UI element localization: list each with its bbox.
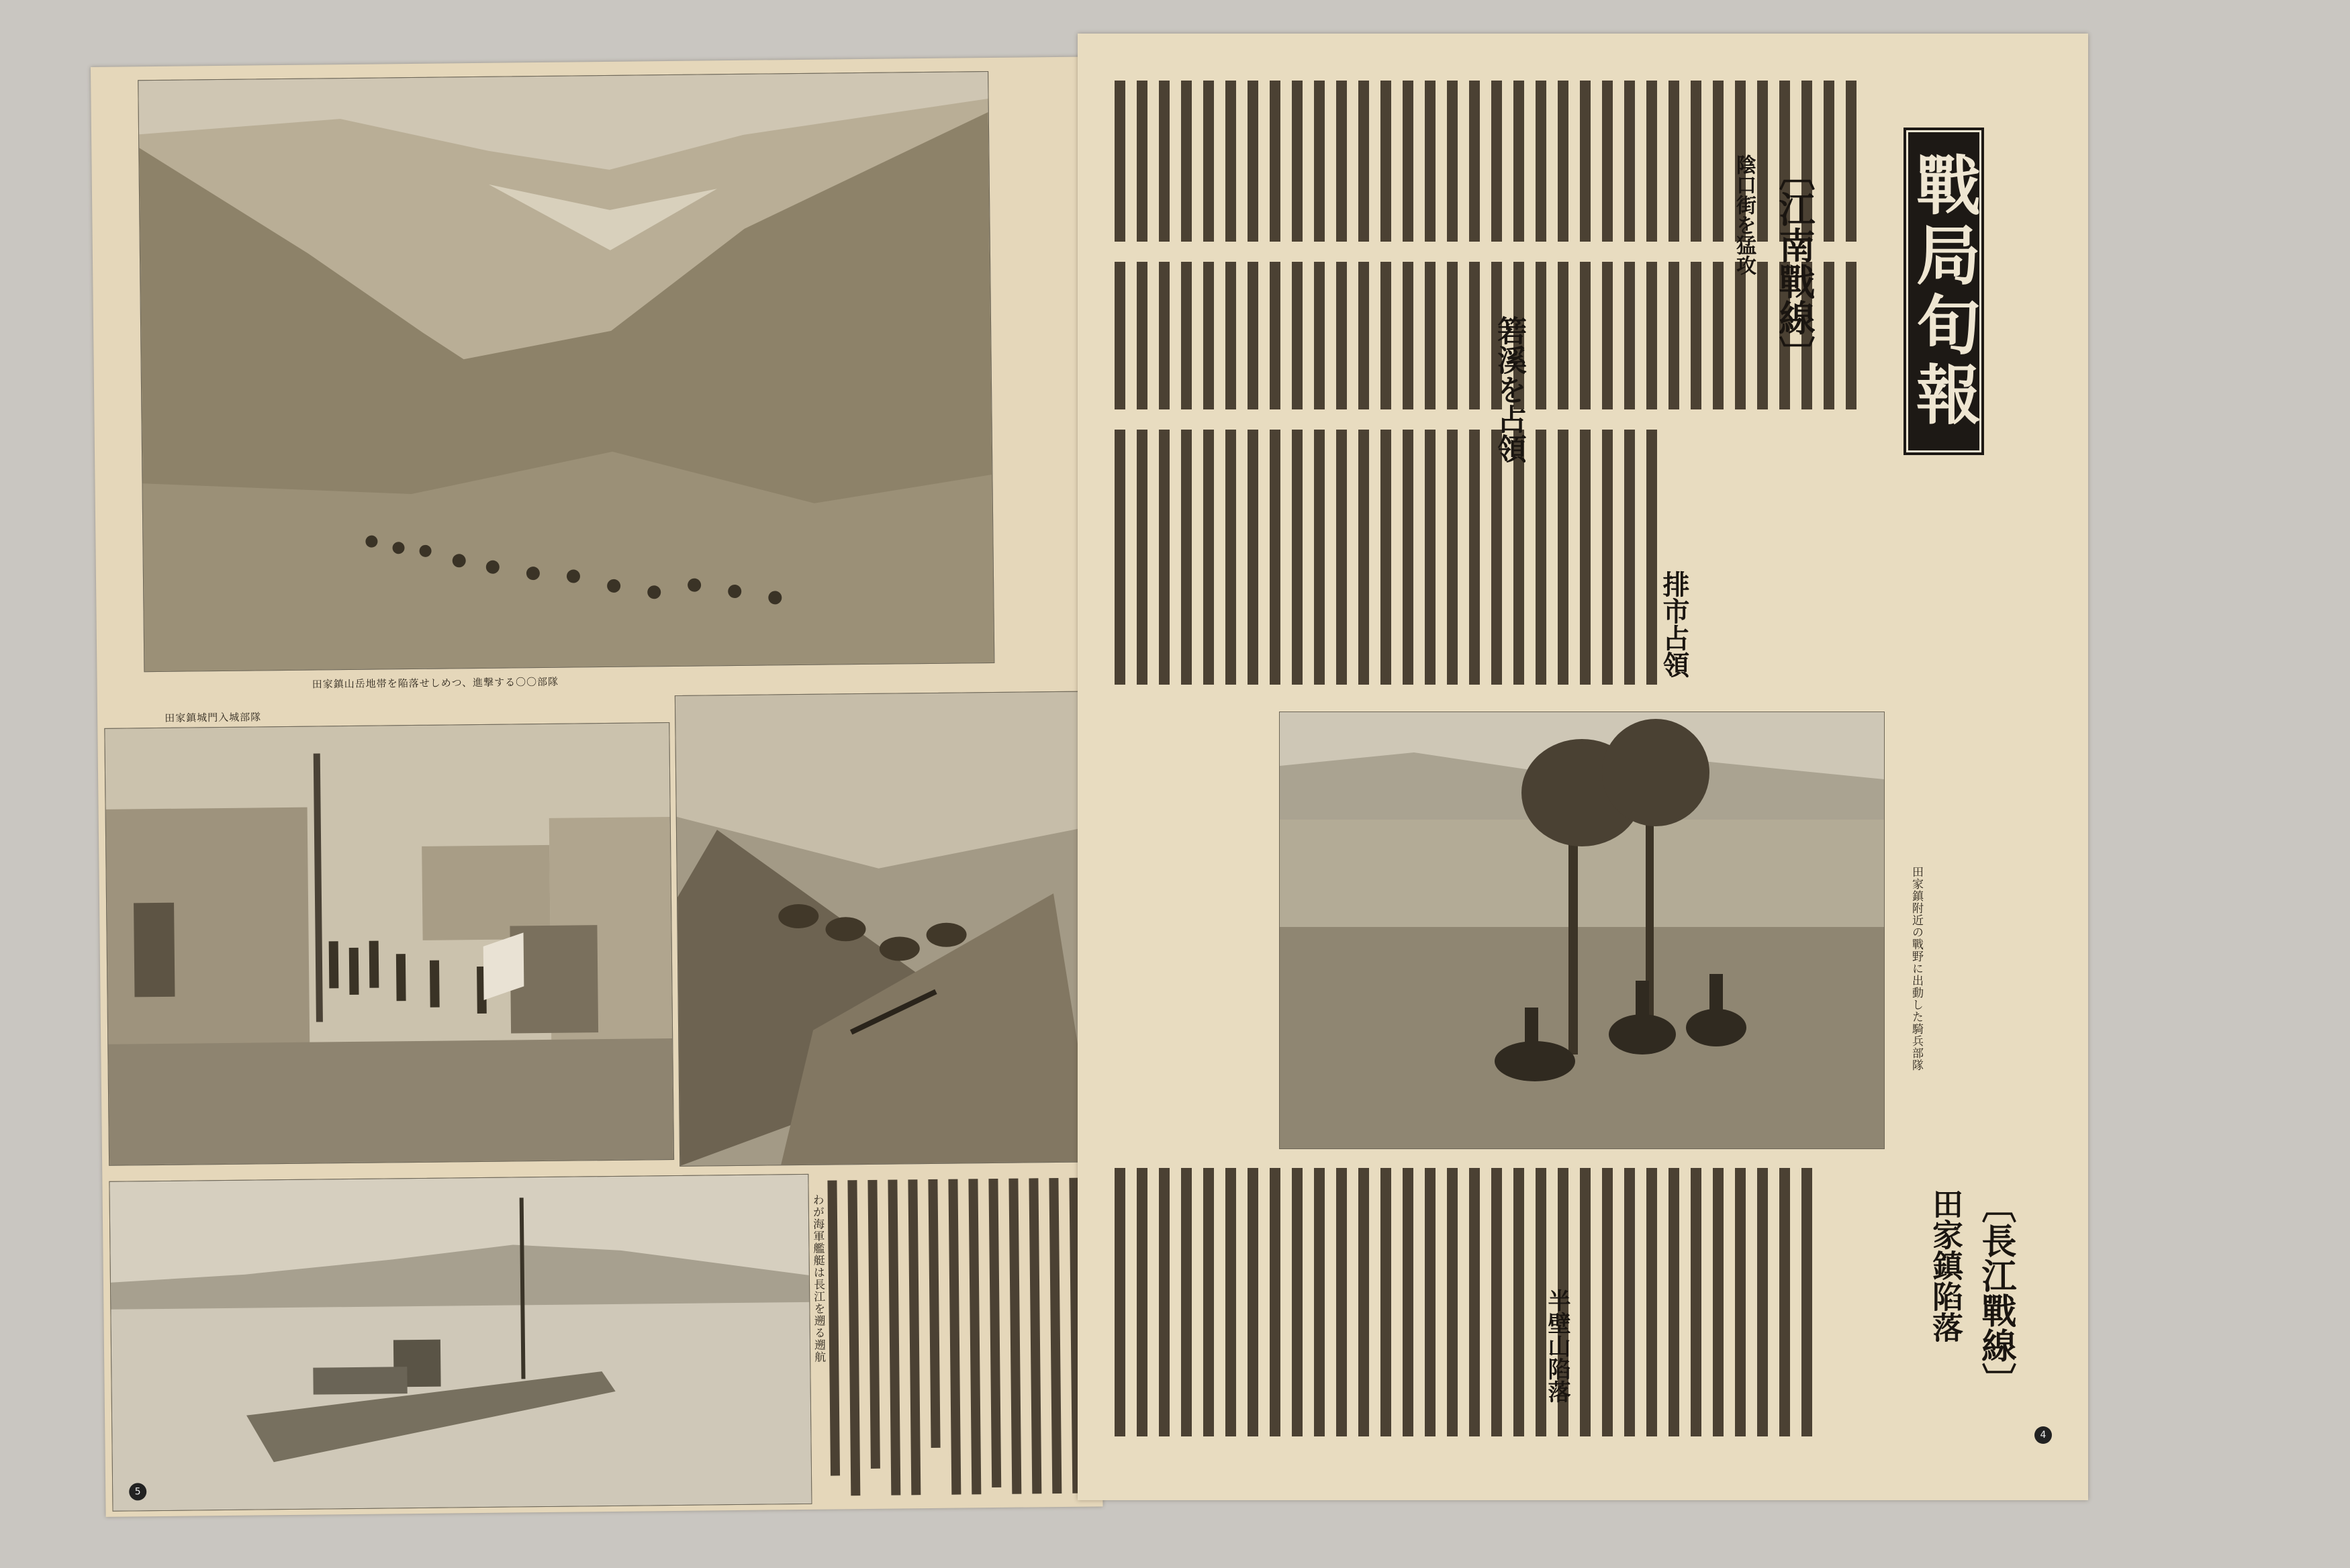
subhead-paishi: 排市占領 [1658, 571, 1690, 678]
mountain-photo-caption: 田家鎮山岳地帯を陥落せしめつ、進撃する〇〇部隊 [312, 675, 559, 691]
left-page-body-text [820, 1171, 1092, 1503]
mountain-troops-photo [138, 71, 994, 672]
jiangnan-section-title: 〔江南戰線〕 [1773, 154, 1816, 372]
changjiang-body-text [1111, 1161, 1910, 1443]
bush-rest-photo [675, 691, 1097, 1166]
village-photo-caption: 田家鎮城門入城部隊 [164, 711, 262, 724]
boat-photo-caption: わが海軍艦艇は長江を遡る遡航 [810, 1193, 826, 1363]
horse-photo-caption: 田家鎮附近の戰野に出動した騎兵部隊 [1910, 866, 1923, 1071]
right-page-number: 4 [2034, 1426, 2052, 1444]
gunboat-river-photo [109, 1174, 812, 1512]
subhead-yinkou: 陰口街を猛攻 [1732, 154, 1756, 275]
village-entry-photo [104, 722, 674, 1166]
subhead-ruoxi: 箬溪を占領 [1492, 315, 1526, 463]
left-page-number: 5 [129, 1483, 146, 1500]
subhead-tianjiazhen: 田家鎮陷落 [1928, 1188, 1964, 1342]
subhead-banbishan: 半壁山陷落 [1544, 1289, 1570, 1403]
changjiang-section-title: 〔長江戰線〕 [1975, 1188, 2016, 1398]
cavalry-field-photo [1279, 712, 1885, 1149]
left-page [91, 56, 1103, 1516]
masthead-title: 戰局旬報 [1903, 128, 1984, 455]
